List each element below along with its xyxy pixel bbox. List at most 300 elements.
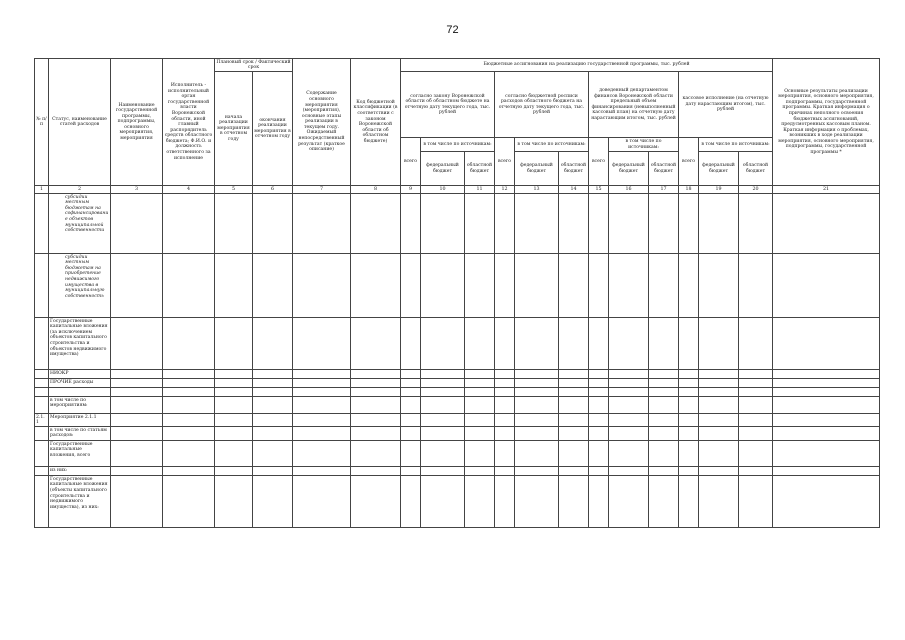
table-cell xyxy=(421,414,465,427)
table-cell xyxy=(679,370,699,379)
table-cell xyxy=(559,441,589,467)
table-cell xyxy=(495,414,515,427)
page-number: 72 xyxy=(446,24,459,36)
table-cell xyxy=(351,427,401,441)
table-cell xyxy=(401,194,421,254)
table-cell xyxy=(699,427,739,441)
table-cell xyxy=(495,427,515,441)
table-cell xyxy=(465,476,495,528)
header-including: в том числе по источникам: xyxy=(515,138,589,152)
table-cell xyxy=(515,388,559,397)
table-cell xyxy=(111,318,163,370)
column-number: 9 xyxy=(401,186,421,194)
table-cell xyxy=(589,370,609,379)
table-cell xyxy=(649,467,679,476)
table-cell xyxy=(649,194,679,254)
table-cell xyxy=(739,254,773,318)
table-cell xyxy=(773,414,880,427)
row-number xyxy=(35,441,49,467)
table-cell xyxy=(215,441,253,467)
table-cell xyxy=(351,370,401,379)
header-planned-term: Плановый срок / Фактический срок xyxy=(216,59,291,71)
table-cell xyxy=(253,254,293,318)
table-cell xyxy=(699,397,739,414)
table-cell xyxy=(421,441,465,467)
header-program-name: Наименование государственной программы, подпрограммы, основного мероприятия, мероприятия xyxy=(111,59,163,186)
table-cell xyxy=(465,318,495,370)
header-total: всего xyxy=(589,138,609,186)
table-cell xyxy=(293,194,351,254)
table-cell xyxy=(739,427,773,441)
table-cell xyxy=(401,476,421,528)
header-num: № п/п xyxy=(35,59,49,186)
row-number xyxy=(35,467,49,476)
table-cell xyxy=(589,441,609,467)
table-cell xyxy=(163,254,215,318)
table-cell xyxy=(293,476,351,528)
table-cell xyxy=(739,414,773,427)
table-cell xyxy=(739,467,773,476)
table-cell xyxy=(699,441,739,467)
table-cell xyxy=(609,318,649,370)
table-cell xyxy=(253,379,293,388)
table-cell xyxy=(739,318,773,370)
table-cell xyxy=(679,318,699,370)
table-cell xyxy=(465,194,495,254)
column-number: 6 xyxy=(253,186,293,194)
table-cell xyxy=(739,379,773,388)
table-cell xyxy=(515,441,559,467)
table-cell xyxy=(495,397,515,414)
column-number: 4 xyxy=(163,186,215,194)
table-cell xyxy=(649,370,679,379)
table-row xyxy=(35,441,880,467)
column-number: 18 xyxy=(679,186,699,194)
table-cell xyxy=(649,254,679,318)
table-cell xyxy=(465,441,495,467)
table-cell xyxy=(401,379,421,388)
table-cell xyxy=(253,397,293,414)
table-cell xyxy=(495,476,515,528)
table-cell xyxy=(495,254,515,318)
column-number: 14 xyxy=(559,186,589,194)
table-cell xyxy=(679,467,699,476)
table-cell xyxy=(111,388,163,397)
table-cell xyxy=(589,476,609,528)
table-cell xyxy=(421,476,465,528)
table-cell xyxy=(609,441,649,467)
row-label: в том числе по статьям расходов: xyxy=(49,427,111,441)
table-row xyxy=(35,388,880,397)
header-status: Статус, наименование статей расходов xyxy=(49,59,111,186)
table-cell xyxy=(111,414,163,427)
table-cell xyxy=(111,254,163,318)
table-cell xyxy=(699,414,739,427)
table-cell xyxy=(215,388,253,397)
table-cell xyxy=(351,194,401,254)
table-cell xyxy=(163,318,215,370)
row-number xyxy=(35,254,49,318)
table-cell xyxy=(401,370,421,379)
table-cell xyxy=(699,194,739,254)
row-label: Мероприятие 2.1.1 xyxy=(49,414,111,427)
table-cell xyxy=(589,427,609,441)
column-number: 1 xyxy=(35,186,49,194)
column-number: 10 xyxy=(421,186,465,194)
table-cell xyxy=(649,427,679,441)
table-cell xyxy=(589,318,609,370)
table-cell xyxy=(215,318,253,370)
header-allocations: Бюджетные ассигнования на реализацию государственной программы, тыс. рублей xyxy=(401,59,773,72)
table-cell xyxy=(649,441,679,467)
table-cell xyxy=(559,414,589,427)
table-cell xyxy=(495,441,515,467)
header-cash: кассовое исполнение (на отчетную дату нарастающим итогом), тыс. рублей xyxy=(679,72,773,138)
table-cell xyxy=(515,427,559,441)
table-cell xyxy=(421,194,465,254)
table-cell xyxy=(495,388,515,397)
table-cell xyxy=(351,397,401,414)
table-cell xyxy=(773,476,880,528)
table-cell xyxy=(495,318,515,370)
table-row xyxy=(35,379,880,388)
table-cell xyxy=(293,467,351,476)
table-cell xyxy=(293,441,351,467)
table-cell xyxy=(679,254,699,318)
row-label: Государственные капитальные вложения (за исключением объектов капитального строительства и объектов недвижимого имущества) xyxy=(49,318,111,370)
table-cell xyxy=(351,388,401,397)
table-cell xyxy=(465,254,495,318)
table-cell xyxy=(649,318,679,370)
table-cell xyxy=(739,476,773,528)
header-budget-code: Код бюджетной классификации (в соответствии с законом Воронежской области об областном бюджете) xyxy=(351,59,401,186)
table-cell xyxy=(253,318,293,370)
header-federal: федеральный бюджет xyxy=(421,152,465,186)
table-cell xyxy=(163,388,215,397)
table-cell xyxy=(739,441,773,467)
header-federal: федеральный бюджет xyxy=(515,152,559,186)
table-cell xyxy=(773,370,880,379)
table-cell xyxy=(515,467,559,476)
table-cell xyxy=(559,254,589,318)
table-cell xyxy=(163,414,215,427)
header-content: Содержание основного мероприятия (мероприятия), основные этапы реализации в текущем году. Ожидаемый непосредственный результат (краткое описание) xyxy=(293,59,351,186)
row-label: ПРОЧИЕ расходы xyxy=(49,379,111,388)
table-cell xyxy=(401,441,421,467)
table-cell xyxy=(293,370,351,379)
table-cell xyxy=(559,318,589,370)
table-cell xyxy=(679,397,699,414)
header-regional: областной бюджет xyxy=(559,152,589,186)
table-row xyxy=(35,397,880,414)
row-label: Государственные капитальные вложения, всего xyxy=(49,441,111,467)
table-cell xyxy=(589,467,609,476)
table-cell xyxy=(739,397,773,414)
table-cell xyxy=(421,379,465,388)
column-number: 12 xyxy=(495,186,515,194)
table-cell xyxy=(609,476,649,528)
table-cell xyxy=(111,397,163,414)
table-cell xyxy=(163,467,215,476)
table-cell xyxy=(679,388,699,397)
table-cell xyxy=(699,388,739,397)
table-cell xyxy=(679,414,699,427)
table-cell xyxy=(465,397,495,414)
header-regional: областной бюджет xyxy=(739,152,773,186)
table-cell xyxy=(679,194,699,254)
table-row xyxy=(35,194,880,254)
row-number xyxy=(35,379,49,388)
table-cell xyxy=(559,194,589,254)
row-number xyxy=(35,427,49,441)
header-brought: доведенный департаментом финансов Воронежской области предельный объем финансирования (невыполненный кассовый план) на отчетную дату нарастающим итогом, тыс. рублей xyxy=(589,72,679,138)
table-cell xyxy=(163,194,215,254)
table-cell xyxy=(649,414,679,427)
table-cell xyxy=(163,370,215,379)
table-cell xyxy=(351,476,401,528)
table-cell xyxy=(253,467,293,476)
column-number: 21 xyxy=(773,186,880,194)
table-row xyxy=(35,427,880,441)
column-number: 7 xyxy=(293,186,351,194)
row-label: из них: xyxy=(49,467,111,476)
row-number xyxy=(35,370,49,379)
table-cell xyxy=(679,427,699,441)
table-cell xyxy=(559,467,589,476)
table-cell xyxy=(739,388,773,397)
table-cell xyxy=(515,414,559,427)
table-cell xyxy=(559,397,589,414)
table-cell xyxy=(215,379,253,388)
row-number xyxy=(35,318,49,370)
table-cell xyxy=(215,397,253,414)
column-number: 11 xyxy=(465,186,495,194)
table-cell xyxy=(773,397,880,414)
table-cell xyxy=(111,194,163,254)
table-cell xyxy=(515,254,559,318)
row-label: субсидии местным бюджетам на приобретение недвижимого имущества в муниципальную собственность xyxy=(49,254,111,318)
row-label: НИОКР xyxy=(49,370,111,379)
table-cell xyxy=(589,397,609,414)
table-cell xyxy=(163,427,215,441)
header-regional: областной бюджет xyxy=(649,152,679,186)
table-cell xyxy=(699,254,739,318)
column-number: 13 xyxy=(515,186,559,194)
table-cell xyxy=(465,370,495,379)
table-cell xyxy=(649,388,679,397)
table-cell xyxy=(699,370,739,379)
table-cell xyxy=(739,194,773,254)
column-number: 15 xyxy=(589,186,609,194)
table-cell xyxy=(773,379,880,388)
table-cell xyxy=(163,476,215,528)
table-cell xyxy=(589,414,609,427)
table-cell xyxy=(679,441,699,467)
table-cell xyxy=(293,397,351,414)
table-cell xyxy=(111,441,163,467)
table-cell xyxy=(293,318,351,370)
table-cell xyxy=(773,441,880,467)
table-cell xyxy=(421,370,465,379)
table-cell xyxy=(699,467,739,476)
table-cell xyxy=(163,379,215,388)
table-row xyxy=(35,414,880,427)
table-cell xyxy=(739,370,773,379)
table-row xyxy=(35,254,880,318)
table-cell xyxy=(773,318,880,370)
table-cell xyxy=(589,194,609,254)
table-cell xyxy=(421,318,465,370)
table-row xyxy=(35,467,880,476)
row-number xyxy=(35,194,49,254)
table-cell xyxy=(351,414,401,427)
table-cell xyxy=(495,194,515,254)
row-number xyxy=(35,397,49,414)
column-number: 16 xyxy=(609,186,649,194)
table-cell xyxy=(351,441,401,467)
table-cell xyxy=(421,388,465,397)
row-label: Государственные капитальные вложения (объекты капитального строительства и недвижимого имущества), из них: xyxy=(49,476,111,528)
table-cell xyxy=(559,476,589,528)
header-including: в том числе по источникам: xyxy=(609,138,679,152)
table-cell xyxy=(495,370,515,379)
table-cell xyxy=(253,476,293,528)
table-cell xyxy=(401,318,421,370)
table-cell xyxy=(215,476,253,528)
table-cell xyxy=(773,194,880,254)
table-cell xyxy=(253,414,293,427)
table-cell xyxy=(401,254,421,318)
table-row xyxy=(35,370,880,379)
table-cell xyxy=(163,441,215,467)
header-total: всего xyxy=(495,138,515,186)
table-cell xyxy=(515,318,559,370)
header-law: согласно закону Воронежской области об областном бюджете на отчетную дату текущего года, тыс. рублей xyxy=(401,72,495,138)
table-cell xyxy=(401,388,421,397)
table-cell xyxy=(465,379,495,388)
table-cell xyxy=(699,379,739,388)
table-cell xyxy=(589,388,609,397)
table-cell xyxy=(465,427,495,441)
table-cell xyxy=(253,441,293,467)
table-cell xyxy=(401,467,421,476)
table-cell xyxy=(773,467,880,476)
table-cell xyxy=(163,397,215,414)
header-total: всего xyxy=(679,138,699,186)
table-cell xyxy=(401,427,421,441)
table-cell xyxy=(773,427,880,441)
table-cell xyxy=(609,194,649,254)
table-cell xyxy=(679,379,699,388)
table-cell xyxy=(351,318,401,370)
table-cell xyxy=(495,467,515,476)
row-label: в том числе по мероприятиям: xyxy=(49,397,111,414)
column-number: 3 xyxy=(111,186,163,194)
table-cell xyxy=(465,388,495,397)
table-cell xyxy=(699,476,739,528)
table-cell xyxy=(351,379,401,388)
column-number: 19 xyxy=(699,186,739,194)
table-cell xyxy=(649,476,679,528)
table-cell xyxy=(515,370,559,379)
table-cell xyxy=(589,254,609,318)
row-label xyxy=(49,388,111,397)
report-table xyxy=(34,58,880,528)
table-cell xyxy=(215,194,253,254)
table-cell xyxy=(515,194,559,254)
table-cell xyxy=(495,379,515,388)
table-cell xyxy=(559,379,589,388)
header-executor: Исполнитель - исполнительный орган государственной власти Воронежской области, иной главный распорядитель средств областного бюджета; Ф.И.О. и должность ответственного за исполнение xyxy=(163,59,215,186)
header-including: в том числе по источникам: xyxy=(421,138,495,152)
table-cell xyxy=(679,476,699,528)
row-number xyxy=(35,388,49,397)
table-cell xyxy=(421,427,465,441)
table-cell xyxy=(111,476,163,528)
table-cell xyxy=(421,254,465,318)
column-number: 8 xyxy=(351,186,401,194)
table-cell xyxy=(293,379,351,388)
table-cell xyxy=(649,397,679,414)
table-cell xyxy=(699,318,739,370)
table-cell xyxy=(111,370,163,379)
table-cell xyxy=(773,254,880,318)
table-cell xyxy=(111,379,163,388)
table-cell xyxy=(609,467,649,476)
column-number: 20 xyxy=(739,186,773,194)
column-number: 2 xyxy=(49,186,111,194)
table-cell xyxy=(649,379,679,388)
table-cell xyxy=(253,370,293,379)
table-cell xyxy=(401,397,421,414)
table-cell xyxy=(215,427,253,441)
table-row xyxy=(35,318,880,370)
table-cell xyxy=(465,414,495,427)
table-cell xyxy=(609,427,649,441)
table-cell xyxy=(609,414,649,427)
row-number xyxy=(35,476,49,528)
row-label: субсидии местным бюджетам на софинансирование объектов муниципальной собственности xyxy=(49,194,111,254)
table-row xyxy=(35,476,880,528)
header-federal: федеральный бюджет xyxy=(699,152,739,186)
table-cell xyxy=(609,379,649,388)
table-cell xyxy=(351,467,401,476)
table-cell xyxy=(515,397,559,414)
header-results: Основные результаты реализации мероприятия, основного мероприятия, подпрограммы, государственной программы. Краткая информация о причинах неполного освоения бюджетных ассигнований, предусмотренных кассовым планом. Краткая информация о проблемах, возникших в ходе реализации мероприятия, основного мероприятия, подпрограммы, государственной программы * xyxy=(773,59,880,186)
table-cell xyxy=(215,414,253,427)
header-federal: федеральный бюджет xyxy=(609,152,649,186)
report-body xyxy=(35,194,880,528)
table-cell xyxy=(351,254,401,318)
header-end: окончания реализации мероприятия в отчетном году xyxy=(253,72,293,186)
column-number: 17 xyxy=(649,186,679,194)
row-number: 2.1.1 xyxy=(35,414,49,427)
header-list: согласно бюджетной росписи расходов областного бюджета на отчетную дату текущего года, тыс. рублей xyxy=(495,72,589,138)
table-cell xyxy=(293,388,351,397)
table-cell xyxy=(111,427,163,441)
table-cell xyxy=(609,370,649,379)
table-cell xyxy=(215,467,253,476)
table-cell xyxy=(465,467,495,476)
table-cell xyxy=(421,467,465,476)
table-cell xyxy=(773,388,880,397)
header-including: в том числе по источникам: xyxy=(699,138,773,152)
table-cell xyxy=(559,388,589,397)
table-cell xyxy=(253,388,293,397)
header-regional: областной бюджет xyxy=(465,152,495,186)
header-start: начала реализации мероприятия в отчетном году xyxy=(215,72,253,186)
column-number: 5 xyxy=(215,186,253,194)
